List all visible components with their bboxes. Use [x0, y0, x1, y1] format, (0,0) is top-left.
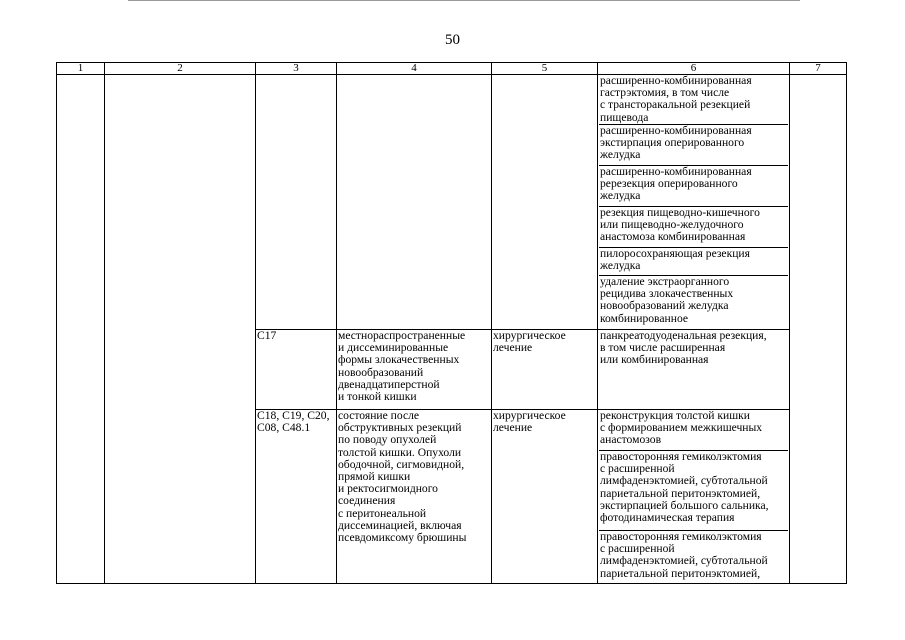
- column-header-4: 4: [337, 63, 492, 75]
- diagnosis-code: C17: [257, 329, 277, 342]
- cell-col3-c17: [256, 330, 337, 410]
- column-header-3: 3: [256, 63, 337, 75]
- cell-col2: [105, 75, 256, 584]
- procedure-item: резекция пищеводно-кишечного или пищеводно-желудочного анастомоза комбинированная: [599, 207, 788, 248]
- medical-procedures-table: [56, 62, 847, 584]
- cell-col1: [57, 75, 105, 584]
- procedure-item: правосторонняя гемиколэктомия с расширенной лимфаденэктомией, субтотальной париетальной перитонэктомией,: [600, 530, 768, 580]
- procedure-item: расширенно-комбинированная ререзекция оперированного желудка: [599, 166, 788, 207]
- procedure-item: панкреатодуоденальная резекция, в том числе расширенная или комбинированная: [600, 329, 767, 367]
- column-header-2: 2: [105, 63, 256, 75]
- condition-description: состояние после обструктивных резекций по поводу опухолей толстой кишки. Опухоли ободочной, сигмовидной, прямой кишки и ректосигмоидного соединения с перитонеальной диссеминацией, включая псевдомиксому брюшины: [338, 409, 467, 545]
- treatment-type: хирургическое лечение: [493, 329, 566, 355]
- procedure-item: реконструкция толстой кишки с формированием межкишечных анастомозов: [599, 410, 788, 451]
- cell-col4-gastric: [337, 75, 492, 330]
- cell-col6-gastric: [598, 75, 790, 330]
- column-number-row: [57, 63, 847, 75]
- cell-col4-c18: [337, 410, 492, 584]
- column-header-7: 7: [790, 63, 847, 75]
- treatment-type: хирургическое лечение: [493, 409, 566, 435]
- diagnosis-code: C18, C19, C20, C08, C48.1: [257, 409, 330, 435]
- cell-col5-c17: [492, 330, 598, 410]
- cell-col6-c18: [598, 410, 790, 584]
- procedure-item: расширенно-комбинированная гастрэктомия, в том числе с трансторакальной резекцией пищевода: [599, 75, 788, 125]
- scan-edge-line: [128, 0, 800, 1]
- cell-col5-gastric: [492, 75, 598, 330]
- procedure-item: удаление экстраорганного рецидива злокачественных новообразований желудка комбинированное: [600, 275, 734, 325]
- cell-col5-c18: [492, 410, 598, 584]
- procedure-item: пилоросохраняющая резекция желудка: [599, 248, 788, 276]
- cell-col4-c17: [337, 330, 492, 410]
- column-header-6: 6: [598, 63, 790, 75]
- table-row-gastric: [57, 75, 847, 330]
- procedure-item: правосторонняя гемиколэктомия с расширенной лимфаденэктомией, субтотальной париетальной перитонэктомией, экстирпацией большого сальника, фотодинамическая терапия: [599, 451, 788, 531]
- column-header-1: 1: [57, 63, 105, 75]
- page-number: 50: [445, 32, 460, 48]
- procedure-item: расширенно-комбинированная экстирпация оперированного желудка: [599, 125, 788, 166]
- condition-description: местнораспространенные и диссеминированные формы злокачественных новообразований двенадцатиперстной и тонкой кишки: [338, 329, 466, 404]
- column-header-5: 5: [492, 63, 598, 75]
- cell-col7: [790, 75, 847, 584]
- cell-col3-c18: [256, 410, 337, 584]
- cell-col6-c17: [598, 330, 790, 410]
- cell-col3-gastric: [256, 75, 337, 330]
